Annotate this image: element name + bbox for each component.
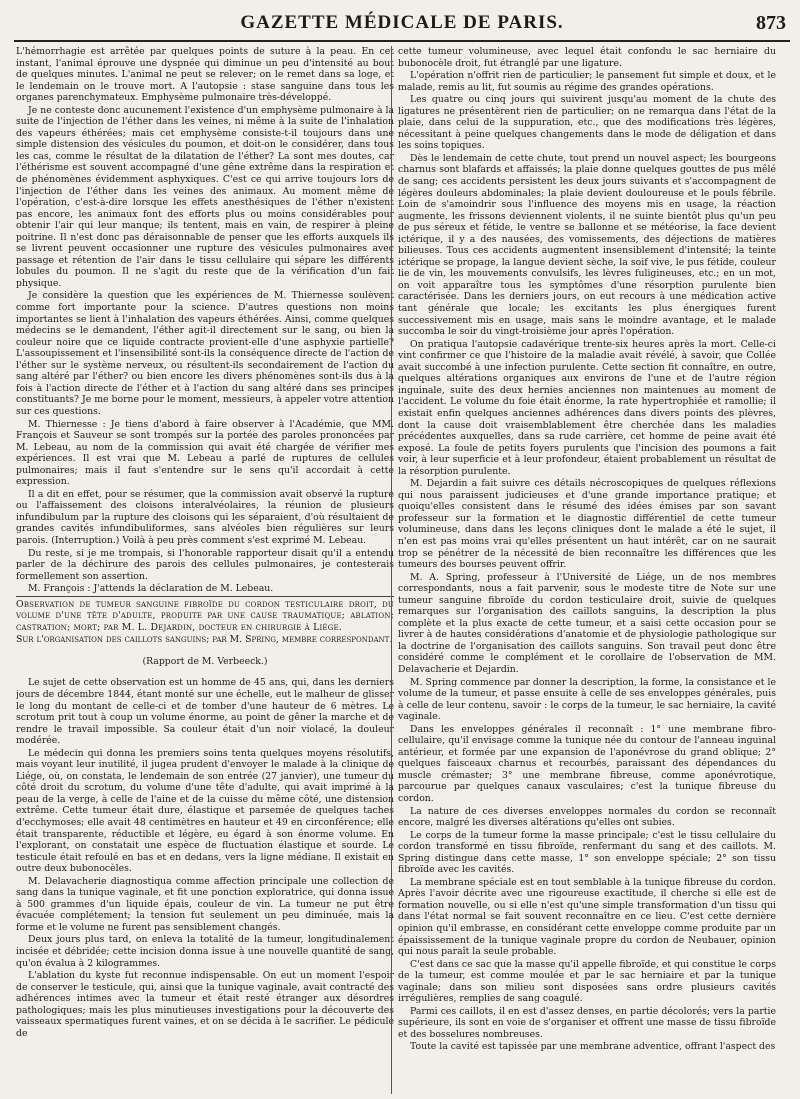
paragraph: Dans les enveloppes générales il reconnaît : 1° une membrane fibro-cellulaire, qu'il envisage comme la tunique née du contour de l'anneau inguinal antérieur, et formée par une expansion de l'aponévrose du grand oblique; 2° quelques faisceaux charnus et recourbés, paraissant des dépendances du muscle crémaster; 3° une membrane fibreuse, comme aponévrotique, parcourue par quelques canaux vasculaires; c'est la tunique fibreuse du cordon. [398, 723, 776, 804]
paragraph: La nature de ces diverses enveloppes normales du cordon se reconnaît encore, malgré les diverses altérations qu'elles ont subies. [398, 805, 776, 829]
page-header [14, 12, 790, 38]
report-attribution: (Rapport de M. Verbeeck.) [142, 655, 268, 667]
paragraph: Le corps de la tumeur forme la masse principale; c'est le tissu cellulaire du cordon transformé en tissu fibroïde, renfermant du sang et des caillots. M. Spring distingue dans cette masse, 1° son enveloppe spéciale; 2° son tissu fibroïde avec les cavités. [398, 829, 776, 876]
paragraph: M. A. Spring, professeur à l'Université de Liége, un de nos membres correspondants, nous a fait parvenir, sous le modeste titre de Note sur une tumeur sanguine fibroïde du cordon testiculaire droit, suivie de quelques remarques sur l'organisation des caillots sanguins, la description la plus complète et la plus exacte de cette tumeur, et a saisi cette occasion pour se livrer à de hautes considérations d'anatomie et de physiologie pathologique sur la doctrine de l'organisation des caillots sanguins. Son travail peut donc être considéré comme le complément et le corollaire de l'observation de MM. Delavacherie et Dejardin. [398, 571, 776, 675]
paragraph: Le médecin qui donna les premiers soins tenta quelques moyens résolutifs, mais voyant leur inutilité, il jugea prudent d'envoyer le malade à la clinique de Liége, où, on constata, le lendemain de son entrée (27 janvier), une tumeur du côté droit du scrotum, du volume d'une tête d'adulte, qui avait imprimé à la peau de la verge, à celle de l'aine et de la cuisse du même côté, une distension extrême. Cette tumeur était dure, élastique et parsemée de quelques taches d'ecchymoses; elle avait 48 centimètres en hauteur et 49 en circonférence; elle était transparente, réductible et légère, eu égard à son énorme volume. En l'explorant, on constatait une espèce de fluctuation élastique et sourde. Le testicule était refoulé en bas et en dedans, vers la ligne médiane. Il existait en outre deux bubonocèles. [16, 747, 394, 875]
header-rule [14, 40, 790, 42]
paragraph: Je considère la question que les expériences de M. Thiernesse soulèvent comme fort importante pour la science. D'autres questions non moins importantes se lient à l'inhalation des vapeurs éthérées. Ainsi, comme quelques médecins se le demandent, l'éther agit-il directement sur le sang, ou bien la couleur noire que ce liquide contracte provient-elle d'une asphyxie partielle? L'assoupissement et l'insensibilité sont-ils la conséquence directe de l'action de l'éther sur le système nerveux, ou résultent-ils secondairement de l'action du sang altéré par l'éther? ou bien encore les divers phénomènes sont-ils dus à la fois à l'action directe de l'éther et à l'action du sang altéré dans ses principes constituants? Je me borne pour le moment, messieurs, à appeler votre attention sur ces questions. [16, 290, 394, 417]
paragraph: Je ne conteste donc aucunement l'existence d'un emphysème pulmonaire à la suite de l'injection de l'éther dans les veines, ni même à la suite de l'inhalation des vapeurs éthérées; mais cet emphysème consiste-t-il toujours dans une simple distension des vésicules du poumon, et doit-on le considérer, dans tous les cas, comme le résultat de la dilatation de l'éther? La sont mes doutes, car l'éthérisme est souvent accompagné d'une gêne extrême dans la respiration et de phénomènes évidemment asphyxiques. C'est ce qui arrive toujours lors de l'injection de l'éther dans les veines des animaux. Au moment même de l'opération, c'est-à-dire lorsque les effets anesthésiques de l'éther n'existent pas encore, les animaux font des efforts plus ou moins considérables pour obtenir l'air qui leur manque; ils tentent, mais en vain, de respirer à pleine poitrine. Il n'est donc pas déraisonnable de penser que les efforts auxquels ils se livrent peuvent occasionner une rupture des vésicules pulmonaires avec passage et rétention de l'air dans le tissu cellulaire qui sépare les différents lobules du poumon. Il ne s'agit du reste que de la vérification d'un fait physique. [16, 104, 394, 289]
paragraph: L'opération n'offrit rien de particulier; le pansement fut simple et doux, et le malade, remis au lit, fut soumis au régime des grandes opérations. [398, 70, 776, 93]
paragraph: Parmi ces caillots, il en est d'assez denses, en partie décolorés; vers la partie supérieure, ils sont en voie de s'organiser et offrent une masse de tissu fibroïde et des bosselures nombreuses. [398, 1005, 776, 1040]
paragraph: Du reste, si je me trompais, si l'honorable rapporteur disait qu'il a entendu parler de la déchirure des parois des cellules pulmonaires, je contesterais formellement son assertion. [16, 547, 394, 582]
paragraph: C'est dans ce sac que la masse qu'il appelle fibroïde, et qui constitue le corps de la tumeur, est comme moulée et par le sac herniaire et par la tunique vaginale; dans son milieu sont disposées sans ordre plusieurs cavités irrégulières, remplies de sang coagulé. [398, 958, 776, 1005]
paragraph: L'ablation du kyste fut reconnue indispensable. On eut un moment l'espoir de conserver le testicule, qui, ainsi que la tunique vaginale, avait contracté des adhérences intimes avec la tumeur et était resté étranger aux désordres pathologiques; mais les plus minutieuses investigations pour la découverte des vaisseaux spermatiques furent vaines, et on se décida à le sacrifier. Le pédicule de [16, 970, 394, 1039]
paragraph: M. Spring commence par donner la description, la forme, la consistance et le volume de la tumeur, et passe ensuite à celle de ses enveloppes générales, puis à celle de leur contenu, savoir : le corps de la tumeur, le sac herniaire, la cavité vaginale. [398, 676, 776, 723]
left-column [16, 46, 394, 1094]
paragraph: M. Thiernesse : Je tiens d'abord à faire observer à l'Académie, que MM. François et Sauveur se sont trompés sur la portée des paroles prononcées par M. Lebeau, au nom de la commission qui avait été chargée de vérifier mes expériences. Il est vrai que M. Lebeau a parlé de ruptures de cellules pulmonaires; mais il faut s'entendre sur le sens qu'il accordait à cette expression. [16, 418, 394, 488]
paragraph: Les quatre ou cinq jours qui suivirent jusqu'au moment de la chute des ligatures ne présentèrent rien de particulier; on ne remarqua dans l'état de la plaie, dans celui de la suppuration, etc., que des modifications très légères, nécessitant à peine quelques changements dans le mode de déligation et dans les soins topiques. [398, 94, 776, 152]
paragraph: On pratiqua l'autopsie cadavérique trente-six heures après la mort. Celle-ci vint confirmer ce que l'histoire de la maladie avait révélé, à savoir, que Collée avait succombé à une infection purulente. Cette section fit connaître, en outre, quelques altérations organiques aux environs de l'une et de l'autre région inguinale, suite des deux hernies anciennes non maintenues au moment de l'accident. Le volume du foie était énorme, la rate hypertrophiée et ramollie; il existait enfin quelques anciennes adhérences dans divers points des plèvres, dont la cause doit vraisemblablement être cherchée dans les maladies précédentes auxquelles, dans sa rude carrière, cet homme de peine avait été exposé. La foule de petits foyers purulents que l'incision des poumons a fait voir, à leur superficie et à leur profondeur, étaient probablement un résultat de la résorption purulente. [398, 338, 776, 477]
paragraph: Il a dit en effet, pour se résumer, que la commission avait observé la rupture ou l'affaissement des cloisons interalvéolaires, la réunion de plusieurs infundibulum par la rupture des cloisons qui les séparaient, d'où résultaient de grandes cavités infundibuliformes, sans alvéoles bien régulières sur leurs parois. (Interruption.) Voilà à peu près comment s'est exprimé M. Lebeau. [16, 488, 394, 546]
paragraph: L'hémorrhagie est arrêtée par quelques points de suture à la peau. En cet instant, l'animal éprouve une dyspnée qui diminue un peu d'intensité au bout de quelques minutes. L'animal ne peut se relever; on le remet dans sa loge, et le lendemain on le trouve mort. A l'autopsie : stase sanguine dans tous les organes parenchymateux. Emphysème pulmonaire très-développé. [16, 46, 394, 104]
paragraph: M. Dejardin a fait suivre ces détails nécroscopiques de quelques réflexions qui nous paraissent judicieuses et d'une grande importance pratique; et quoiqu'elles consistent dans le résumé des idées émises par son savant professeur sur la formation et le diagnostic différentiel de cette tumeur volumineuse, dans dans les leçons cliniques dont le malade a été le sujet, il n'en est pas moins vrai qu'elles présentent un haut intérêt, car on ne saurait trop se pénétrer de la nécessité de bien reconnaître les différences que les tumeurs des bourses peuvent offrir. [398, 478, 776, 571]
article-title: Sur l'organisation des caillots sanguins; par M. Spring, membre correspondant. [16, 634, 393, 646]
paragraph: Toute la cavité est tapissée par une membrane adventice, offrant l'aspect des [410, 1041, 776, 1053]
paragraph: M. Delavacherie diagnostiqua comme affection principale une collection de sang dans la tunique vaginale, et fit une ponction exploratrice, qui donna issue à 500 grammes d'un liquide épais, couleur de vin. La tumeur ne put être évacuée complétement; la tension fut seulement un peu diminuée, mais la forme et le volume ne furent pas sensiblement changés. [16, 875, 394, 933]
column-divider [391, 46, 392, 1094]
paragraph: M. François : J'attends la déclaration de M. Lebeau. [28, 583, 274, 595]
paragraph: cette tumeur volumineuse, avec lequel était confondu le sac herniaire du bubonocèle droit, fut étranglé par une ligature. [398, 46, 776, 69]
paragraph: Deux jours plus tard, on enleva la totalité de la tumeur, longitudinalement incisée et débridée; cette incision donna issue à une nouvelle quantité de sang, qu'on évalua à 2 kilogrammes. [16, 934, 394, 969]
page-number: 873 [756, 12, 786, 34]
article-title: Observation de tumeur sanguine fibroïde du cordon testiculaire droit, du volume d'une tête d'adulte, produite par une cause traumatique; ablation; castration; mort; par M. L. Dejardin, docteur en chirurgie à Liége. [16, 596, 394, 634]
paragraph: La membrane spéciale est en tout semblable à la tunique fibreuse du cordon. Après l'avoir décrite avec une rigoureuse exactitude, il cherche si elle est de formation nouvelle, ou si elle n'est qu'une simple transformation d'un tissu qui dans l'état normal se fait souvent reconnaître en ce lieu. C'est cette dernière opinion qu'il embrasse, en considérant cette enveloppe comme produite par un épaississement de la tunique vaginale propre du cordon de Neubauer, opinion qui nous paraît la seule probable. [398, 876, 776, 958]
right-column [398, 46, 776, 1094]
journal-title: GAZETTE MÉDICALE DE PARIS. [240, 12, 564, 33]
paragraph: Dès le lendemain de cette chute, tout prend un nouvel aspect; les bourgeons charnus sont blafards et affaissés; la plaie donne quelques gouttes de pus mêlé de sang; ces accidents persistent les deux jours suivants et s'accompagnent de légères douleurs abdominales; la plaie devient douloureuse et le pouls fébrile. Loin de s'amoindrir sous l'influence des moyens mis en usage, la réaction augmente, les frissons deviennent violents, il ne suinte bientôt plus qu'un peu de pus séreux et fétide, le ventre se ballonne et se météorise, la face devient ictérique, il y a des nausées, des vomissements, des déjections de matières bilieuses. Tous ces accidents augmentent insensiblement d'intensité; la teinte ictérique se propage, la langue devient sèche, la soif vive, le pus fétide, couleur lie de vin, les mouvements convulsifs, les lèvres fuligineuses, etc.; en un mot, on voit apparaître tous les symptômes d'une résorption purulente bien caractérisée. Dans les derniers jours, on eut recours à une médication active tant générale que locale; les excitants les plus énergiques furent successivement mis en usage, mais sans le moindre avantage, et le malade succomba le soir du vingt-troisième jour après l'opération. [398, 152, 776, 338]
paragraph: Le sujet de cette observation est un homme de 45 ans, qui, dans les derniers jours de décembre 1844, étant monté sur une échelle, eut le malheur de glisser le long du montant de celle-ci et de tomber d'une hauteur de 6 mètres. Le scrotum prit tout à coup un volume énorme, au point de gêner la marche et de rendre le travail impossible. Sa couleur était d'un noir violacé, la douleur modérée. [16, 677, 394, 747]
